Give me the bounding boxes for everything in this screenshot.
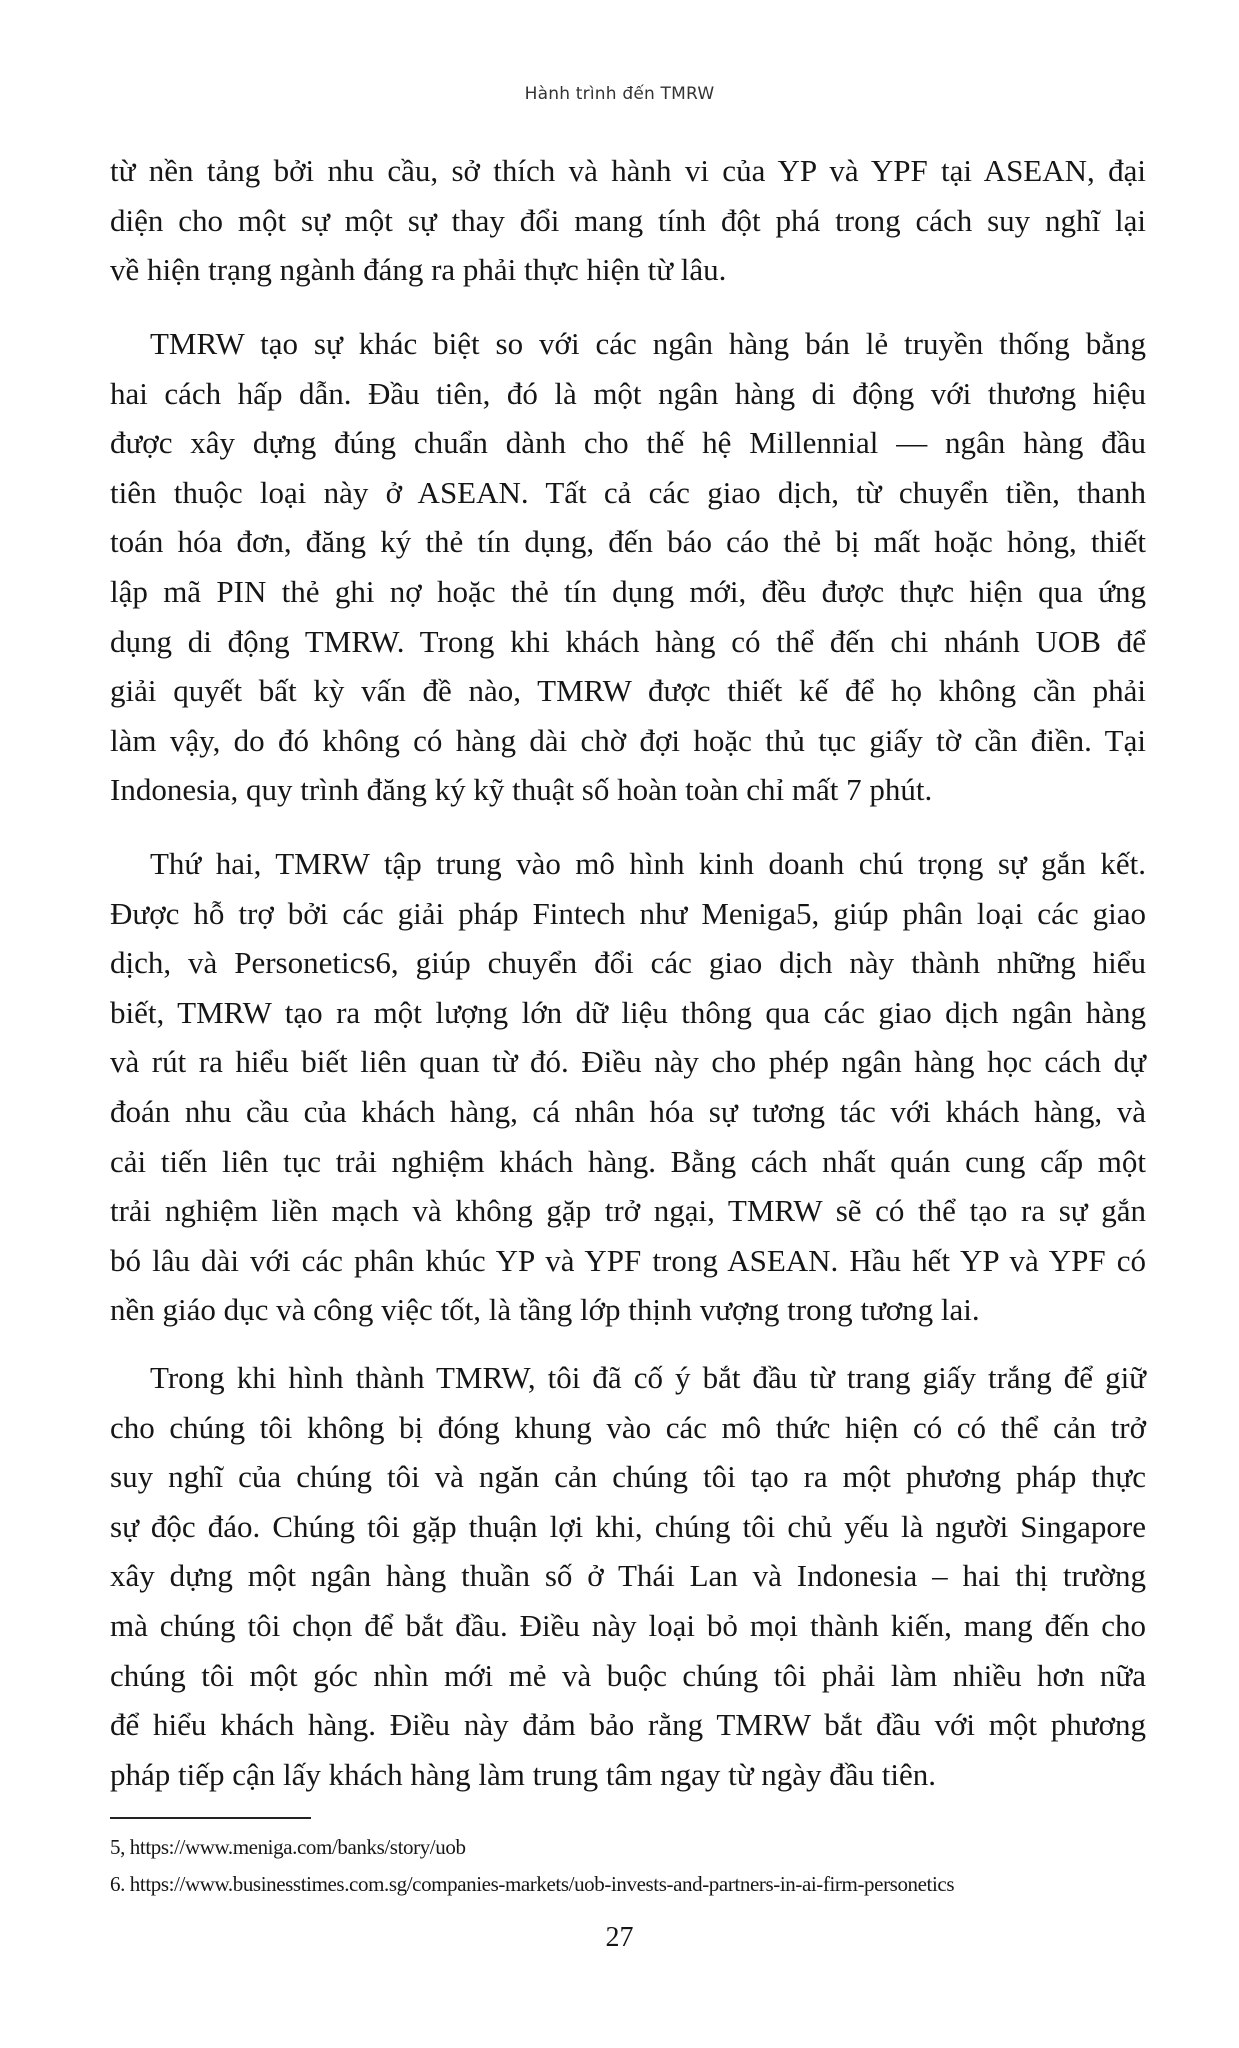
page-number: 27 [605,1922,634,1953]
text-line: đoán nhu cầu của khách hàng, cá nhân hóa sự tương tác với khách hàng, và [110,1093,1146,1129]
text-line: bó lâu dài với các phân khúc YP và YPF trong ASEAN. Hầu hết YP và YPF có [110,1242,1146,1278]
text-line: nền giáo dục và công việc tốt, là tầng lớp thịnh vượng trong tương lai. [110,1292,980,1328]
text-line: toán hóa đơn, đăng ký thẻ tín dụng, đến báo cáo thẻ bị mất hoặc hỏng, thiết [110,524,1146,560]
text-line: giải quyết bất kỳ vấn đề nào, TMRW được thiết kế để họ không cần phải [110,673,1146,709]
text-line: TMRW tạo sự khác biệt so với các ngân hàng bán lẻ truyền thống bằng [150,326,1146,361]
text-line: hai cách hấp dẫn. Đầu tiên, đó là một ngân hàng di động với thương hiệu [110,375,1146,411]
text-line: về hiện trạng ngành đáng ra phải thực hiện từ lâu. [110,252,727,288]
paragraph [110,319,1146,815]
text-line: được xây dựng đúng chuẩn dành cho thế hệ Millennial — ngân hàng đầu [110,425,1146,461]
text-line: lập mã PIN thẻ ghi nợ hoặc thẻ tín dụng mới, đều được thực hiện qua ứng [110,573,1146,609]
text-line: sự độc đáo. Chúng tôi gặp thuận lợi khi, chúng tôi chủ yếu là người Singapore [110,1508,1146,1544]
footnote-divider [110,1817,311,1819]
text-line: tiên thuộc loại này ở ASEAN. Tất cả các giao dịch, từ chuyển tiền, thanh [110,474,1146,510]
text-line: chúng tôi một góc nhìn mới mẻ và buộc chúng tôi phải làm nhiều hơn nữa [110,1657,1146,1693]
text-line: diện cho một sự một sự thay đổi mang tính đột phá trong cách suy nghĩ lại [110,202,1146,238]
paragraph [110,146,1146,295]
text-line: từ nền tảng bởi nhu cầu, sở thích và hành vi của YP và YPF tại ASEAN, đại [110,153,1146,188]
text-line: và rút ra hiểu biết liên quan từ đó. Điều này cho phép ngân hàng học cách dự [110,1044,1146,1080]
footnote-5: 5, https://www.meniga.com/banks/story/uob [110,1835,466,1859]
text-line: để hiểu khách hàng. Điều này đảm bảo rằng TMRW bắt đầu với một phương [110,1707,1146,1743]
text-line: mà chúng tôi chọn để bắt đầu. Điều này loại bỏ mọi thành kiến, mang đến cho [110,1607,1146,1643]
text-line: cho chúng tôi không bị đóng khung vào các mô thức hiện có có thể cản trở [110,1409,1146,1445]
text-line: pháp tiếp cận lấy khách hàng làm trung tâm ngay từ ngày đầu tiên. [110,1756,936,1792]
text-line: Được hỗ trợ bởi các giải pháp Fintech như Meniga5, giúp phân loại các giao [110,895,1146,931]
text-line: Thứ hai, TMRW tập trung vào mô hình kinh doanh chú trọng sự gắn kết. [150,846,1146,881]
running-header: Hành trình đến TMRW [524,84,715,104]
text-line: cải tiến liên tục trải nghiệm khách hàng. Bằng cách nhất quán cung cấp một [110,1143,1146,1179]
text-line: làm vậy, do đó không có hàng dài chờ đợi hoặc thủ tục giấy tờ cần điền. Tại [110,722,1146,758]
text-line: dụng di động TMRW. Trong khi khách hàng có thể đến chi nhánh UOB để [110,623,1146,659]
text-line: biết, TMRW tạo ra một lượng lớn dữ liệu thông qua các giao dịch ngân hàng [110,994,1146,1030]
text-line: xây dựng một ngân hàng thuần số ở Thái Lan và Indonesia – hai thị trường [110,1558,1146,1594]
text-line: Indonesia, quy trình đăng ký kỹ thuật số hoàn toàn chỉ mất 7 phút. [110,772,933,808]
footnote-6: 6. https://www.businesstimes.com.sg/companies-markets/uob-invests-and-partners-in-ai-firm-personetics [110,1872,955,1896]
paragraph [110,1353,1146,1799]
text-line: trải nghiệm liền mạch và không gặp trở ngại, TMRW sẽ có thể tạo ra sự gắn [110,1193,1146,1229]
text-line: dịch, và Personetics6, giúp chuyển đổi các giao dịch này thành những hiểu [110,945,1146,981]
text-line: Trong khi hình thành TMRW, tôi đã cố ý bắt đầu từ trang giấy trắng để giữ [150,1360,1146,1395]
paragraph [110,839,1146,1335]
text-line: suy nghĩ của chúng tôi và ngăn cản chúng tôi tạo ra một phương pháp thực [110,1459,1146,1495]
